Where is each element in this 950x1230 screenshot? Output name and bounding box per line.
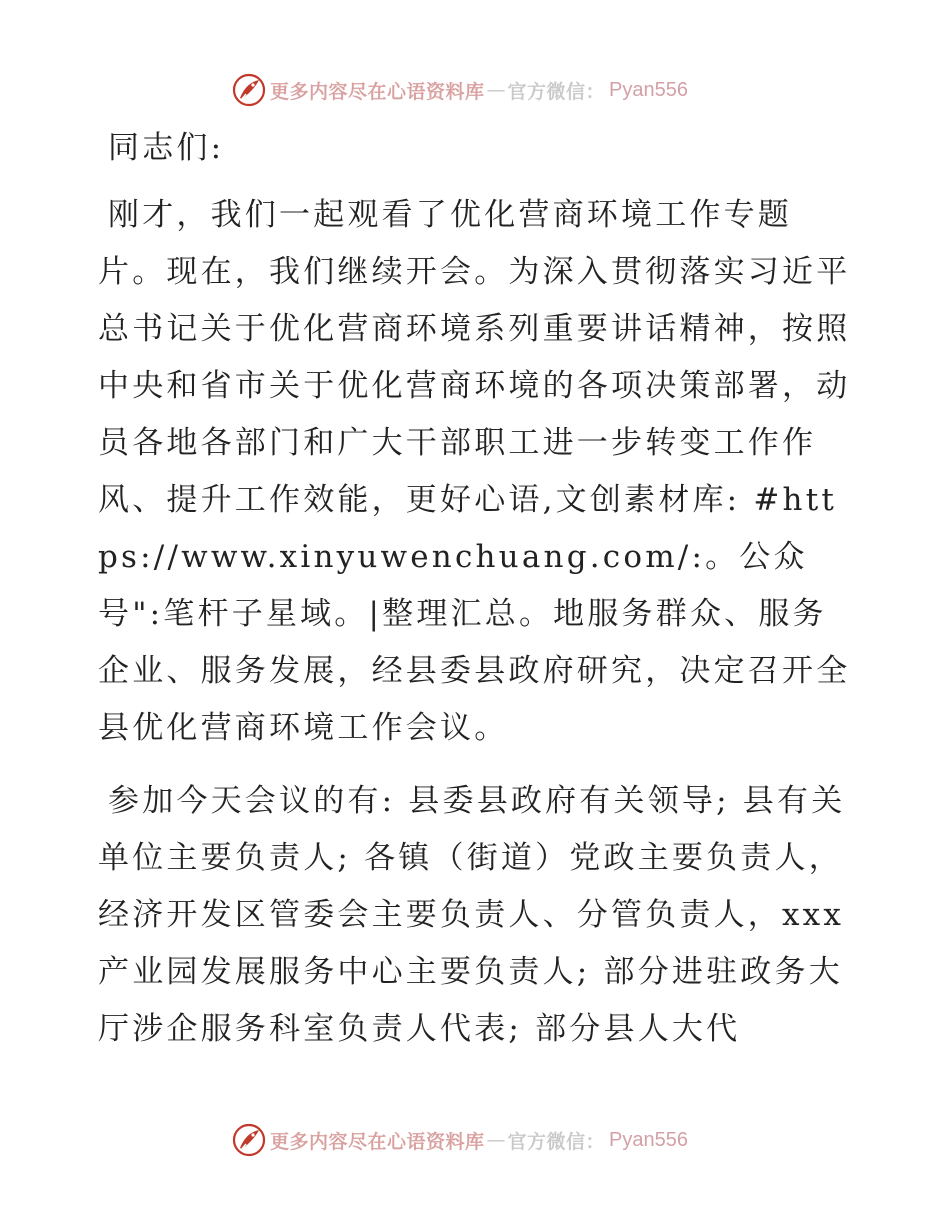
watermark-main-text: 更多内容尽在心语资料库: [270, 80, 485, 103]
paragraph-2: 参加今天会议的有: 县委县政府有关领导; 县有关单位主要负责人; 各镇（街道）党政主要负责人，经济开发区管委会主要负责人、分管负责人，xxx产业园发展服务中心主要负责人; 部分进驻政务大厅涉企服务科室负责人代表; 部分县人大代: [98, 783, 846, 1047]
salutation: 同志们:: [108, 130, 225, 166]
watermark-main-text: 更多内容尽在心语资料库: [270, 1130, 485, 1153]
watermark-separator: —: [486, 1129, 506, 1151]
watermark-separator: —: [486, 79, 506, 101]
header-watermark: [232, 72, 688, 108]
footer-watermark: [232, 1122, 688, 1158]
document-body: [98, 120, 858, 1064]
watermark-wechat-id: Pyan556: [609, 78, 688, 101]
quill-pen-logo-icon: [232, 1123, 266, 1157]
watermark-wechat-label: 官方微信：: [507, 1130, 606, 1153]
watermark-wechat-id: Pyan556: [609, 1128, 688, 1151]
watermark-wechat-label: 官方微信：: [507, 80, 606, 103]
quill-pen-logo-icon: [232, 73, 266, 107]
paragraph-1: 刚才，我们一起观看了优化营商环境工作专题片。现在，我们继续开会。为深入贯彻落实习近平总书记关于优化营商环境系列重要讲话精神，按照中央和省市关于优化营商环境的各项决策部署，动员各地各部门和广大干部职工进一步转变工作作风、提升工作效能，更好心语,文创素材库: #https://www.xinyuwenchuang.com/:。公众号":笔杆子星域。|整理汇总。地服务群众、服务企业、服务发展，经县委县政府研究，决定召开全县优化营商环境工作会议。: [98, 197, 851, 746]
